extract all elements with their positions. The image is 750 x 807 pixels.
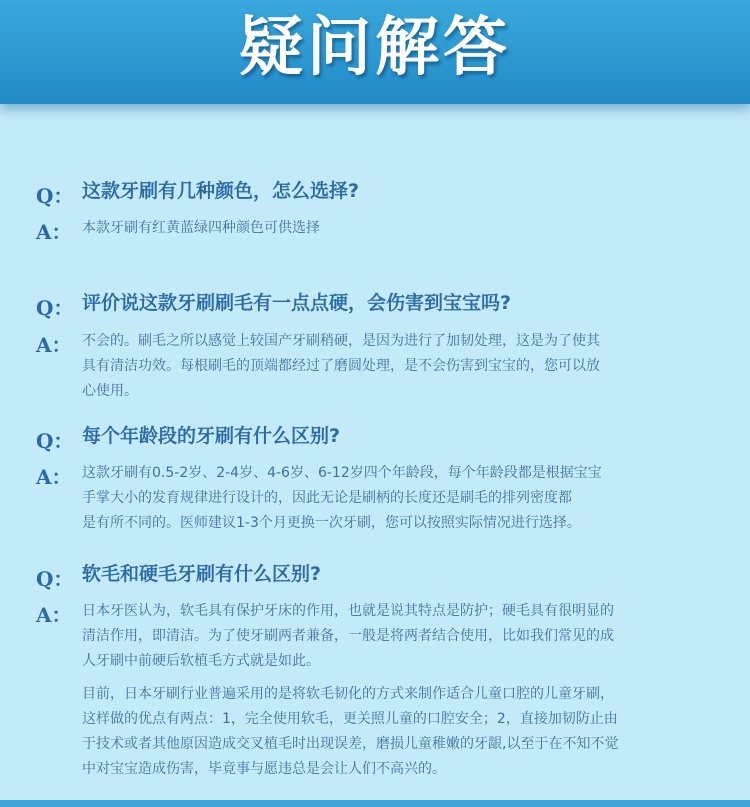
header-banner <box>0 0 750 104</box>
question-text: 评价说这款牙刷刷毛有一点点硬，会伤害到宝宝吗? <box>82 292 512 314</box>
page-title: 疑问解答 <box>239 10 511 85</box>
answer-line: 这款牙刷有0.5-2岁、2-4岁、4-6岁、6-12岁四个年龄段，每个年龄段都是根据宝宝 <box>82 465 602 481</box>
question-mark-label: Q： <box>36 429 74 453</box>
answer-line: 不会的。刷毛之所以感觉上较国产牙刷稍硬，是因为进行了加韧处理，这是为了使其 <box>82 333 600 349</box>
answer-line: 手掌大小的发育规律进行设计的，因此无论是刷柄的长度还是刷毛的排列密度都 <box>82 490 572 506</box>
answer-line: 本款牙刷有红黄蓝绿四种颜色可供选择 <box>82 220 320 236</box>
answer-line: 人牙刷中前硬后软植毛方式就是如此。 <box>82 653 320 669</box>
question-mark-label: Q： <box>36 184 74 208</box>
answer-line: 于技术或者其他原因造成交叉植毛时出现误差，磨损儿童稚嫩的牙龈,以至于在不知不觉 <box>82 736 619 752</box>
answer-text <box>82 461 702 536</box>
question-text: 每个年龄段的牙刷有什么区别? <box>82 425 341 447</box>
answer-line: 中对宝宝造成伤害，毕竟事与愿违总是会让人们不高兴的。 <box>82 761 446 777</box>
answer-mark-label: A： <box>36 220 72 244</box>
answer-line: 这样做的优点有两点：1，完全使用软毛，更关照儿童的口腔安全；2，直接加韧防止由 <box>82 711 618 727</box>
answer-text <box>82 599 702 782</box>
answer-mark-label: A： <box>36 603 72 627</box>
answer-line: 心使用。 <box>82 383 138 399</box>
answer-line: 目前，日本牙刷行业普遍采用的是将软毛韧化的方式来制作适合儿童口腔的儿童牙刷， <box>82 686 614 702</box>
answer-line: 清洁作用，即清洁。为了使牙刷两者兼备，一般是将两者结合使用，比如我们常见的成 <box>82 628 614 644</box>
answer-mark-label: A： <box>36 333 72 357</box>
question-text: 这款牙刷有几种颜色，怎么选择? <box>82 180 360 202</box>
answer-line: 是有所不同的。医师建议1-3个月更换一次牙刷，您可以按照实际情况进行选择。 <box>82 515 581 531</box>
answer-line: 日本牙医认为，软毛具有保护牙床的作用，也就是说其特点是防护；硬毛具有很明显的 <box>82 603 614 619</box>
bottom-border-strip <box>0 800 750 807</box>
question-text: 软毛和硬毛牙刷有什么区别? <box>82 563 322 585</box>
answer-mark-label: A： <box>36 465 72 489</box>
answer-line: 具有清洁功效。每根刷毛的顶端都经过了磨圆处理，是不会伤害到宝宝的，您可以放 <box>82 358 600 374</box>
answer-text <box>82 329 702 404</box>
question-mark-label: Q： <box>36 296 74 320</box>
question-mark-label: Q： <box>36 567 74 591</box>
answer-text <box>82 216 702 241</box>
